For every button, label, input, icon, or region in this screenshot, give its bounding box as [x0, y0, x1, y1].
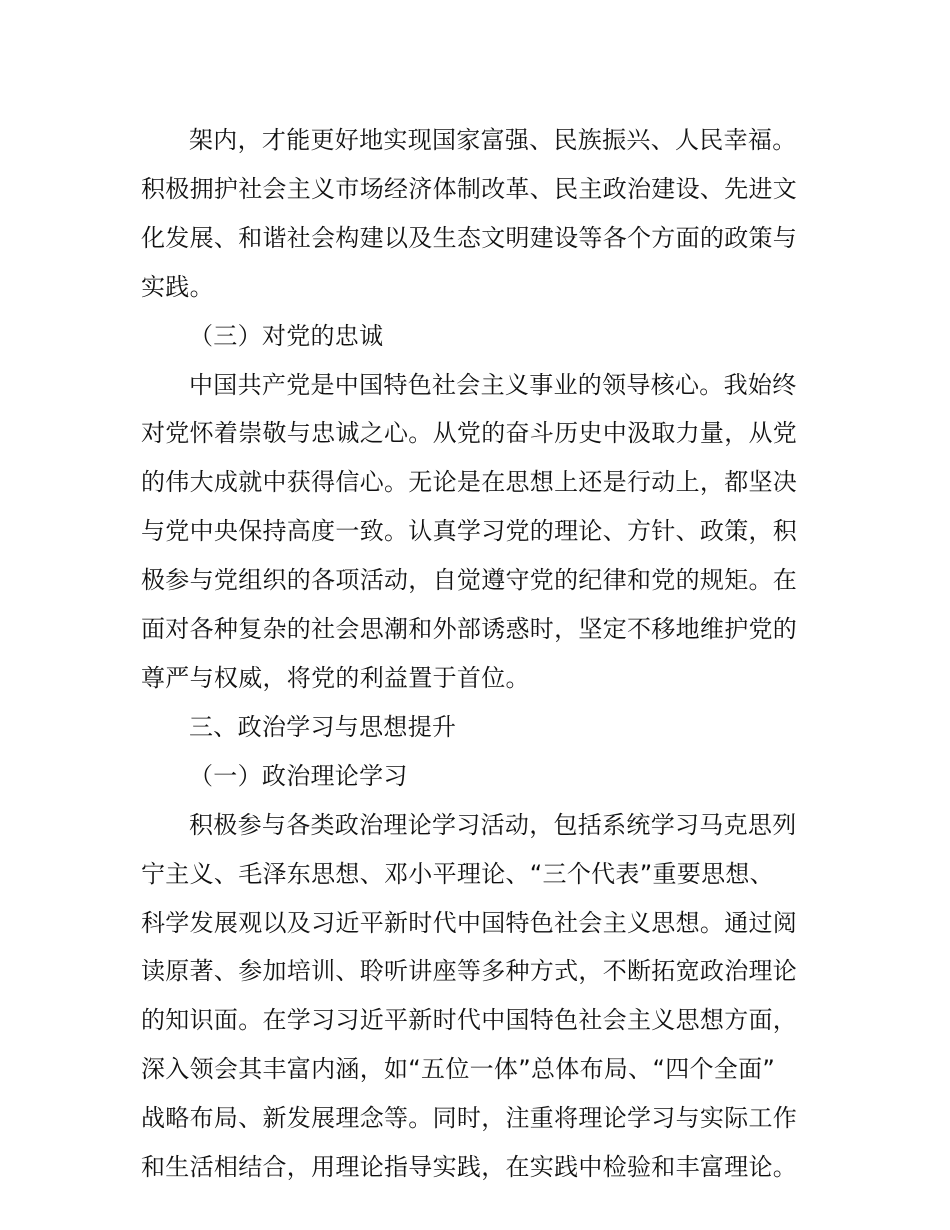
- text-line: 积极拥护社会主义市场经济体制改革、民主政治建设、先进文: [141, 174, 798, 203]
- text-line: 的知识面。在学习习近平新时代中国特色社会主义思想方面，: [141, 1006, 798, 1035]
- text-line: 深入领会其丰富内涵，如“五位一体”总体布局、“四个全面”: [141, 1055, 776, 1084]
- text-line: 中国共产党是中国特色社会主义事业的领导核心。我始终: [189, 370, 797, 399]
- text-line: 尊严与权威，将党的利益置于首位。: [141, 663, 530, 692]
- text-line: 的伟大成就中获得信心。无论是在思想上还是行动上，都坚决: [141, 468, 798, 497]
- text-line: 面对各种复杂的社会思潮和外部诱惑时，坚定不移地维护党的: [141, 615, 798, 644]
- paragraph-policy-support: [141, 116, 813, 312]
- text-line: 战略布局、新发展理念等。同时，注重将理论学习与实际工作: [141, 1104, 798, 1133]
- text-line: 化发展、和谐社会构建以及生态文明建设等各个方面的政策与: [141, 223, 798, 252]
- document-body: [141, 116, 813, 1192]
- section-subheading-theory-study: （一）政治理论学习: [189, 761, 408, 790]
- text-line: 宁主义、毛泽东思想、邓小平理论、“三个代表”重要思想、: [141, 859, 774, 888]
- text-line: 科学发展观以及习近平新时代中国特色社会主义思想。通过阅: [141, 908, 798, 937]
- text-line: 和生活相结合，用理论指导实践，在实践中检验和丰富理论。: [141, 1153, 798, 1182]
- text-line: 读原著、参加培训、聆听讲座等多种方式，不断拓宽政治理论: [141, 957, 798, 986]
- text-line: 实践。: [141, 272, 214, 301]
- text-line: 对党怀着崇敬与忠诚之心。从党的奋斗历史中汲取力量，从党: [141, 419, 798, 448]
- text-line: 与党中央保持高度一致。认真学习党的理论、方针、政策，积: [141, 517, 798, 546]
- text-line: 极参与党组织的各项活动，自觉遵守党的纪律和党的规矩。在: [141, 566, 798, 595]
- paragraph-party-loyalty: [141, 361, 813, 703]
- section-heading-political-study: 三、政治学习与思想提升: [189, 712, 457, 741]
- section-subheading-loyalty: （三）对党的忠诚: [189, 321, 384, 350]
- text-line: 架内，才能更好地实现国家富强、民族振兴、人民幸福。: [189, 126, 797, 154]
- paragraph-theory-study: [141, 801, 813, 1192]
- text-line: 积极参与各类政治理论学习活动，包括系统学习马克思列: [189, 810, 797, 839]
